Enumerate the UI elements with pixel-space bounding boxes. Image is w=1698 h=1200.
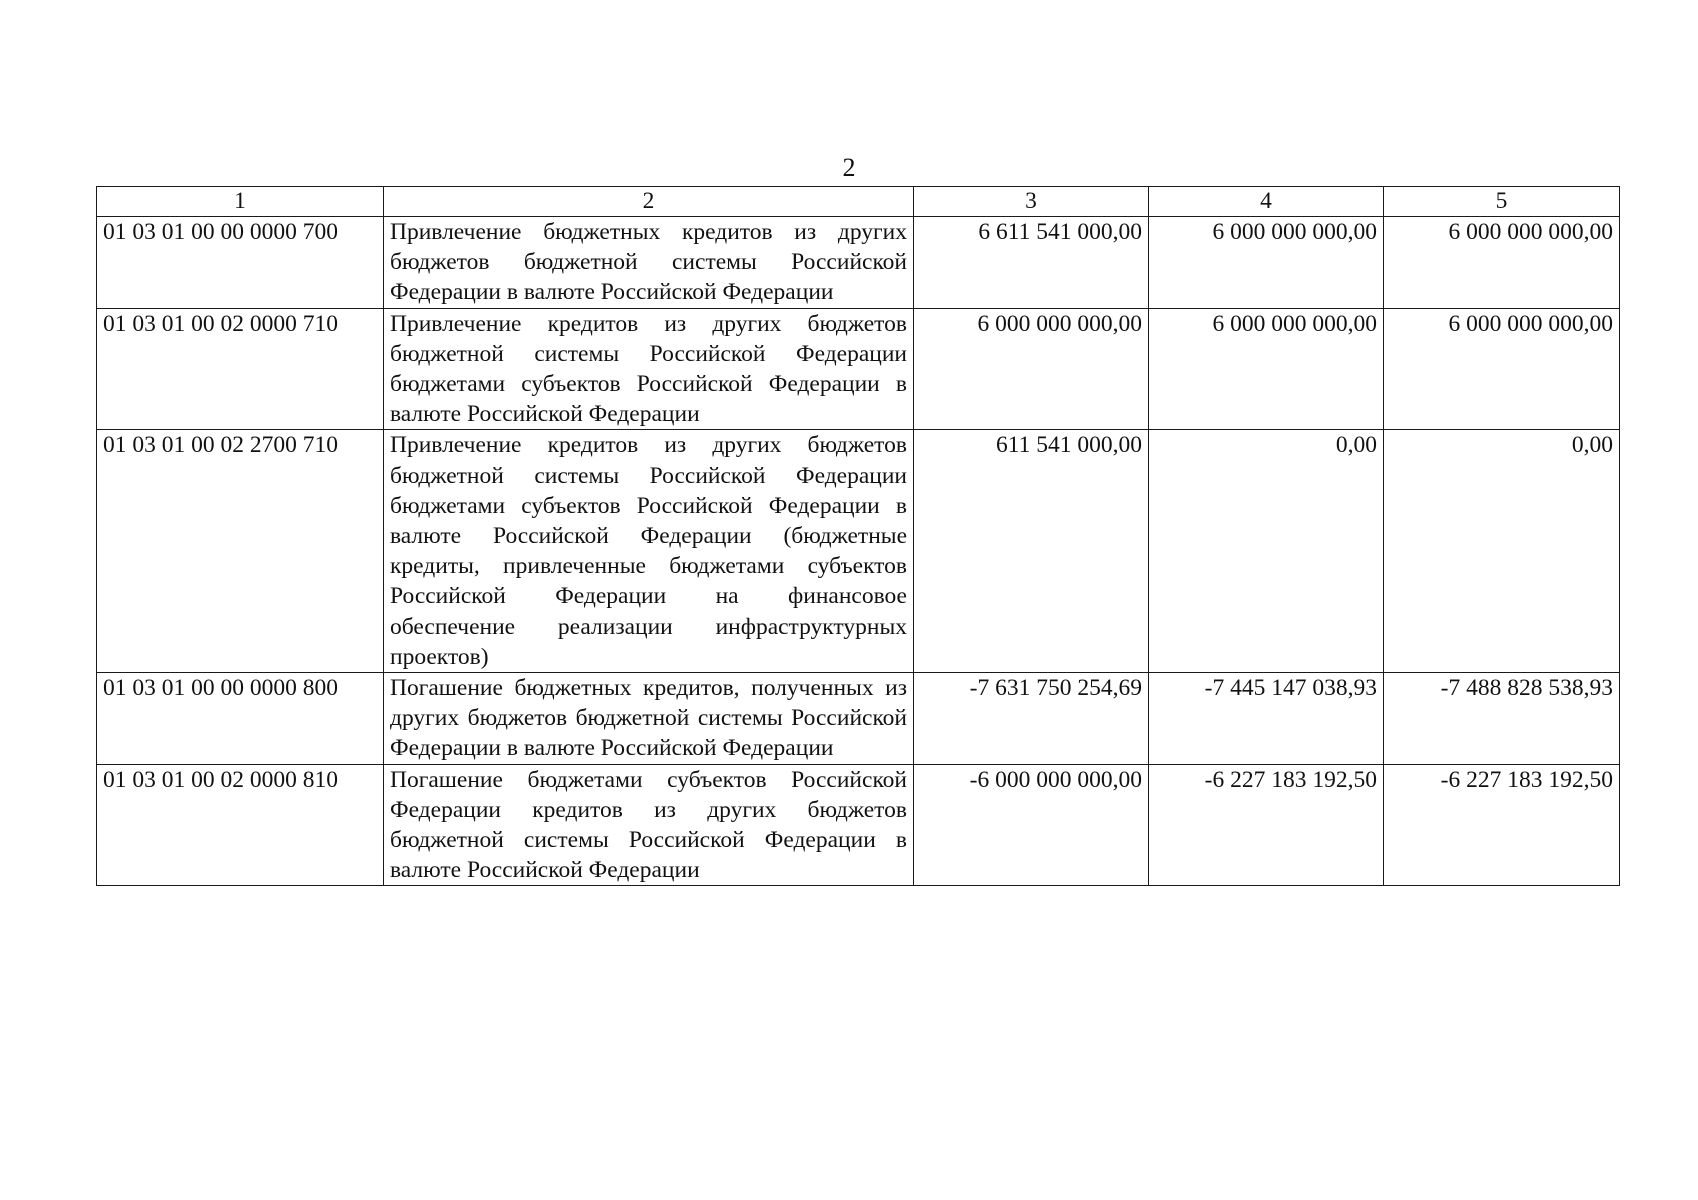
budget-code-cell: 01 03 01 00 02 0000 710 [97,308,384,430]
amount-cell: 611 541 000,00 [914,430,1149,673]
description-cell: Погашение бюджетами субъектов Российской Федерации кредитов из других бюджетов бюджетной системы Российской Федерации в валюте Российской Федерации [384,764,914,886]
description-cell: Привлечение кредитов из других бюджетов бюджетной системы Российской Федерации бюджетами субъектов Российской Федерации в валюте Российской Федерации [384,308,914,430]
column-header: 5 [1384,187,1620,217]
table-header-row [97,187,1620,217]
amount-cell: 6 000 000 000,00 [1384,308,1620,430]
description-cell: Погашение бюджетных кредитов, полученных из других бюджетов бюджетной системы Российской Федерации в валюте Российской Федерации [384,673,914,765]
table-row [97,217,1620,309]
column-header: 4 [1149,187,1384,217]
table-row [97,430,1620,673]
table-row [97,764,1620,886]
amount-cell: 0,00 [1149,430,1384,673]
amount-cell: 6 611 541 000,00 [914,217,1149,309]
budget-code-cell: 01 03 01 00 00 0000 700 [97,217,384,309]
amount-cell: -7 488 828 538,93 [1384,673,1620,765]
description-cell: Привлечение кредитов из других бюджетов бюджетной системы Российской Федерации бюджетами субъектов Российской Федерации в валюте Российской Федерации (бюджетные кредиты, привлеченные бюджетами субъектов Российской Федерации на финансовое обеспечение реализации инфраструктурных проектов) [384,430,914,673]
amount-cell: -7 445 147 038,93 [1149,673,1384,765]
table-row [97,308,1620,430]
amount-cell: -6 227 183 192,50 [1149,764,1384,886]
description-cell: Привлечение бюджетных кредитов из других бюджетов бюджетной системы Российской Федерации в валюте Российской Федерации [384,217,914,309]
amount-cell: 6 000 000 000,00 [1384,217,1620,309]
amount-cell: -6 227 183 192,50 [1384,764,1620,886]
budget-sources-table [96,186,1620,886]
column-header: 2 [384,187,914,217]
amount-cell: 0,00 [1384,430,1620,673]
page-number: 2 [842,153,856,182]
budget-code-cell: 01 03 01 00 00 0000 800 [97,673,384,765]
amount-cell: -7 631 750 254,69 [914,673,1149,765]
column-header: 1 [97,187,384,217]
amount-cell: 6 000 000 000,00 [1149,217,1384,309]
amount-cell: -6 000 000 000,00 [914,764,1149,886]
column-header: 3 [914,187,1149,217]
amount-cell: 6 000 000 000,00 [914,308,1149,430]
table-row [97,673,1620,765]
amount-cell: 6 000 000 000,00 [1149,308,1384,430]
budget-code-cell: 01 03 01 00 02 0000 810 [97,764,384,886]
budget-code-cell: 01 03 01 00 02 2700 710 [97,430,384,673]
